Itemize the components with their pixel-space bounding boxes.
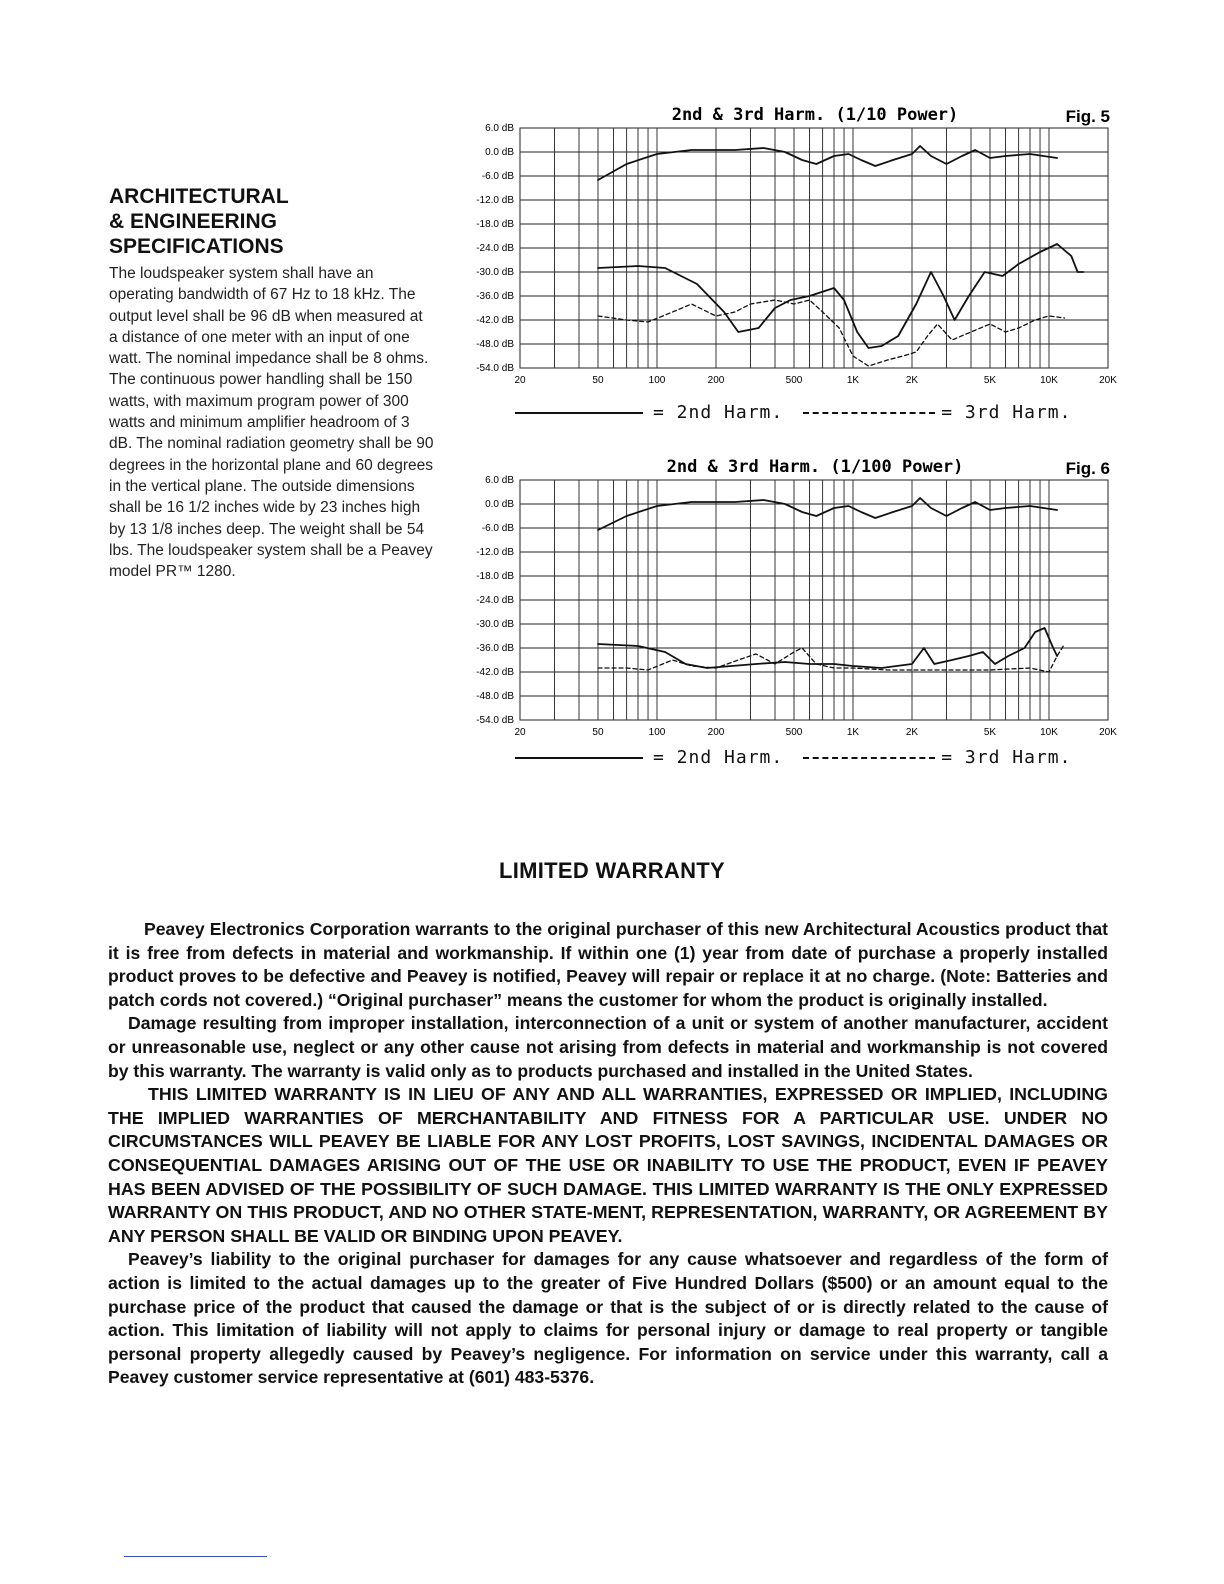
y-tick-label: -42.0 dB — [476, 315, 514, 326]
legend-3rd-harm: = 3rd Harm. — [941, 747, 1072, 768]
x-tick-label: 20K — [1099, 727, 1117, 738]
y-tick-label: 0.0 dB — [485, 499, 514, 510]
response-line — [598, 498, 1057, 530]
y-tick-label: -54.0 dB — [476, 363, 514, 374]
warranty-paragraph-3: THIS LIMITED WARRANTY IS IN LIEU OF ANY AND ALL WARRANTIES, EXPRESSED OR IMPLIED, INCLUDING THE IMPLIED WARRANTIES OF MERCHANTABILITY AND FITNESS FOR A PARTICULAR USE. UNDER NO CIRCUMSTANCES WILL PEAVEY BE LIABLE FOR ANY LOST PROFITS, LOST SAVINGS, INCIDENTAL DAMAGES OR CONSEQUENTIAL DAMAGES ARISING OUT OF THE USE OR INABILITY TO USE THE PRODUCT, EVEN IF PEAVEY HAS BEEN ADVISED OF THE POSSIBILITY OF SUCH DAMAGE. THIS LIMITED WARRANTY IS THE ONLY EXPRESSED WARRANTY ON THIS PRODUCT, AND NO OTHER STATE-MENT, REPRESENTATION, WARRANTY, OR AGREEMENT BY ANY PERSON SHALL BE VALID OR BINDING UPON PEAVEY. — [108, 1084, 1108, 1246]
x-tick-label: 20K — [1099, 375, 1117, 386]
x-tick-label: 500 — [785, 727, 803, 738]
y-tick-label: -48.0 dB — [476, 339, 514, 350]
y-tick-label: -6.0 dB — [481, 171, 514, 182]
legend-dashed-line — [803, 412, 935, 414]
specifications-section — [109, 184, 434, 582]
x-tick-label: 5K — [983, 375, 997, 386]
specifications-body: The loudspeaker system shall have an operating bandwidth of 67 Hz to 18 kHz. The output level shall be 96 dB when measured at a distance of one meter with an input of one watt. The nominal impedance shall be 8 ohms. The continuous power handling shall be 150 watts, with maximum program power of 300 watts and minimum amplifier headroom of 3 dB. The nominal radiation geometry shall be 90 degrees in the horizontal plane and 60 degrees in the vertical plane. The outside dimensions shall be 16 1/2 inches wide by 23 inches high by 13 1/8 inches deep. The weight shall be 54 lbs. The loudspeaker system shall be a Peavey model PR™ 1280. — [109, 265, 434, 581]
warranty-title: LIMITED WARRANTY — [498, 858, 725, 883]
legend-dashed-line — [803, 757, 935, 759]
heading-line-1: ARCHITECTURAL — [109, 185, 289, 208]
figure-label: Fig. 6 — [1065, 459, 1110, 478]
x-tick-label: 200 — [707, 727, 725, 738]
x-tick-label: 200 — [707, 375, 725, 386]
y-tick-label: -36.0 dB — [476, 643, 514, 654]
chart-title: 2nd & 3rd Harm. (1/100 Power) — [666, 457, 964, 477]
x-tick-label: 2K — [905, 727, 919, 738]
y-tick-label: -48.0 dB — [476, 691, 514, 702]
y-tick-label: -18.0 dB — [476, 219, 514, 230]
x-tick-label: 2K — [905, 375, 919, 386]
x-tick-label: 100 — [648, 727, 666, 738]
x-tick-label: 10K — [1040, 727, 1058, 738]
specifications-heading — [109, 184, 434, 259]
y-tick-label: -30.0 dB — [476, 619, 514, 630]
fig5-chart — [460, 100, 1120, 430]
legend-3rd-harm: = 3rd Harm. — [941, 402, 1072, 423]
y-tick-label: -12.0 dB — [476, 195, 514, 206]
legend-solid-line — [515, 412, 643, 414]
third-harmonic-line — [598, 300, 1065, 366]
warranty-body — [108, 918, 1108, 1390]
y-tick-label: 6.0 dB — [485, 475, 514, 486]
y-tick-label: -30.0 dB — [476, 267, 514, 278]
y-tick-label: -24.0 dB — [476, 595, 514, 606]
y-tick-label: -36.0 dB — [476, 291, 514, 302]
fig5-legend — [515, 402, 1115, 423]
heading-line-3: SPECIFICATIONS — [109, 235, 284, 258]
x-tick-label: 10K — [1040, 375, 1058, 386]
y-tick-label: -42.0 dB — [476, 667, 514, 678]
legend-2nd-harm: = 2nd Harm. — [653, 747, 784, 768]
x-tick-label: 20 — [514, 375, 526, 386]
warranty-paragraph-2: Damage resulting from improper installation, interconnection of a unit or system of another manufacturer, accident or unreasonable use, neglect or any other cause not arising from defects in material and workmanship is not covered by this warranty. The warranty is valid only as to products purchased and installed in the United States. — [108, 1013, 1108, 1081]
y-tick-label: -18.0 dB — [476, 571, 514, 582]
x-tick-label: 1K — [846, 727, 860, 738]
y-tick-label: -6.0 dB — [481, 523, 514, 534]
x-tick-label: 5K — [983, 727, 997, 738]
y-tick-label: -24.0 dB — [476, 243, 514, 254]
fig6-chart-svg — [460, 452, 1120, 752]
chart-title: 2nd & 3rd Harm. (1/10 Power) — [671, 105, 959, 125]
y-tick-label: -54.0 dB — [476, 715, 514, 726]
warranty-paragraph-1: Peavey Electronics Corporation warrants to the original purchaser of this new Architectural Acoustics product that it is free from defects in material and workmanship. If within one (1) year from date of purchase a properly installed product proves to be defective and Peavey is notified, Peavey will repair or replace it at no charge. (Note: Batteries and patch cords not covered.) “Original purchaser” means the customer for whom the product is originally installed. — [108, 919, 1108, 1010]
x-tick-label: 50 — [592, 727, 604, 738]
warranty-paragraph-4: Peavey’s liability to the original purchaser for damages for any cause whatsoever and regardless of the form of action is limited to the actual damages up to the greater of Five Hundred Dollars ($500) or an amount equal to the purchase price of the product that caused the damage or that is the subject of or is directly related to the cause of action. This limitation of liability will not apply to claims for personal injury or damage to real property or tangible personal property allegedly caused by Peavey’s negligence. For information on service under this warranty, call a Peavey customer service representative at (601) 483-5376. — [108, 1249, 1108, 1388]
heading-line-2: & ENGINEERING — [109, 210, 278, 233]
y-tick-label: -12.0 dB — [476, 547, 514, 558]
x-tick-label: 500 — [785, 375, 803, 386]
fig6-chart — [460, 452, 1120, 782]
fig6-legend — [515, 747, 1115, 768]
y-tick-label: 6.0 dB — [485, 123, 514, 134]
footer-rule — [124, 1556, 267, 1557]
fig5-chart-svg — [460, 100, 1120, 400]
x-tick-label: 100 — [648, 375, 666, 386]
legend-solid-line — [515, 757, 643, 759]
x-tick-label: 1K — [846, 375, 860, 386]
y-tick-label: 0.0 dB — [485, 147, 514, 158]
response-line — [598, 146, 1057, 180]
figure-label: Fig. 5 — [1065, 107, 1110, 126]
x-tick-label: 50 — [592, 375, 604, 386]
legend-2nd-harm: = 2nd Harm. — [653, 402, 784, 423]
x-tick-label: 20 — [514, 727, 526, 738]
